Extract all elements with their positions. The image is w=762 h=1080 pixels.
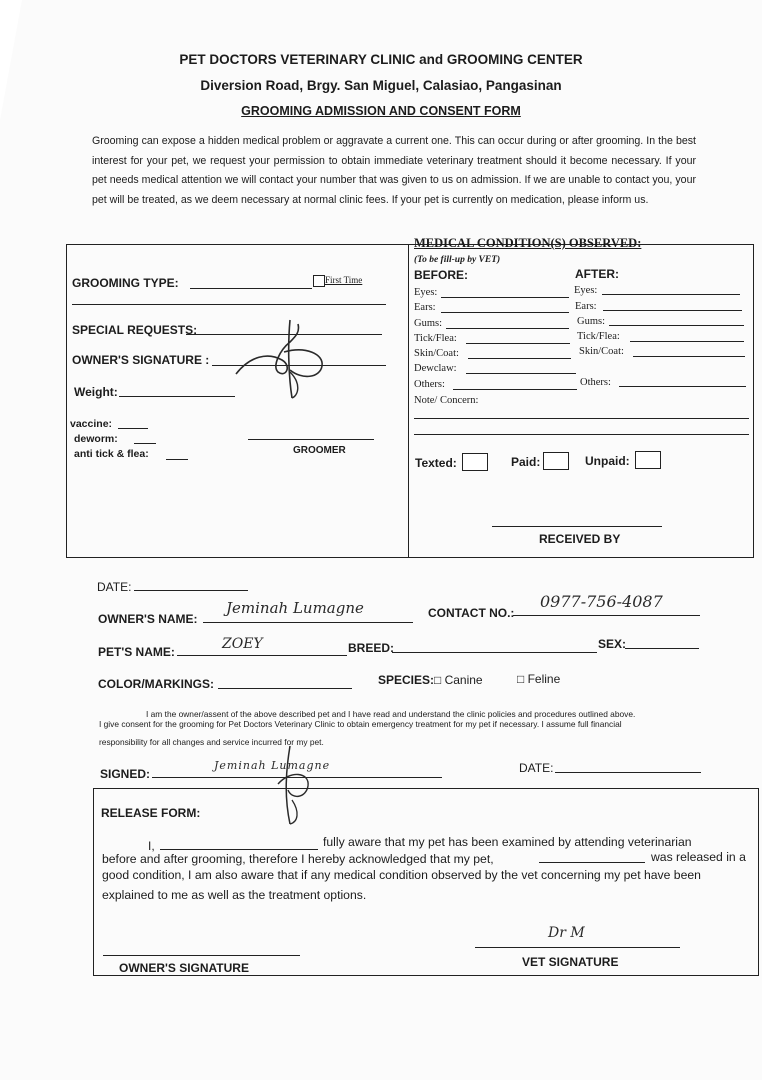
- before-eyes-label: Eyes:: [414, 287, 438, 298]
- paid-checkbox[interactable]: [543, 452, 569, 470]
- release-line-3: good condition, I am also aware that if any medical condition observed by the vet concerning my pet have been: [102, 868, 701, 882]
- release-line-2-start: before and after grooming, therefore I hereby acknowledged that my pet,: [102, 852, 494, 866]
- texted-checkbox[interactable]: [462, 453, 488, 471]
- signed-label: SIGNED:: [100, 767, 151, 781]
- after-eyes-label: Eyes:: [574, 285, 598, 296]
- feline-option[interactable]: □ Feline: [517, 672, 561, 686]
- owner-release-signature-label: OWNER'S SIGNATURE: [119, 961, 249, 975]
- date2-label: DATE:: [519, 761, 554, 775]
- before-gums-label: Gums:: [414, 318, 443, 329]
- date-field[interactable]: [134, 590, 248, 591]
- species-label: SPECIES:: [378, 673, 435, 687]
- owner-name-value: Jeminah Lumagne: [226, 599, 364, 617]
- before-skin-label: Skin/Coat:: [414, 348, 459, 359]
- unpaid-checkbox[interactable]: [635, 451, 661, 469]
- owner-name-label: OWNER'S NAME:: [98, 612, 198, 626]
- medical-title: MEDICAL CONDITION(S) OBSERVED:: [414, 236, 642, 250]
- before-gums-field[interactable]: [446, 328, 569, 329]
- sex-field[interactable]: [625, 648, 699, 649]
- before-tick-label: Tick/Flea:: [414, 333, 457, 344]
- pet-name-field[interactable]: [177, 655, 347, 656]
- texted-label: Texted:: [415, 456, 457, 470]
- clinic-name: PET DOCTORS VETERINARY CLINIC and GROOMING CENTER: [179, 52, 583, 67]
- contact-value: 0977-756-4087: [540, 592, 663, 611]
- owner-name-field[interactable]: [203, 622, 413, 623]
- after-others-label: Others:: [580, 377, 611, 388]
- date2-field[interactable]: [555, 772, 701, 773]
- before-ears-field[interactable]: [441, 312, 569, 313]
- before-ears-label: Ears:: [414, 302, 436, 313]
- after-ears-label: Ears:: [575, 301, 597, 312]
- deworm-field[interactable]: [134, 443, 156, 444]
- after-skin-label: Skin/Coat:: [579, 346, 624, 357]
- groomer-signature-field[interactable]: [248, 439, 374, 440]
- note-line-1[interactable]: [414, 418, 749, 419]
- anti-tick-field[interactable]: [166, 459, 188, 460]
- after-gums-label: Gums:: [577, 316, 606, 327]
- breed-label: BREED:: [348, 641, 395, 655]
- consent-line-2: I give consent for the grooming for Pet Doctors Veterinary Clinic to obtain emergency treatment for my pet if necessary. I assume full financial: [99, 719, 622, 729]
- grooming-type-extra-line[interactable]: [72, 304, 386, 305]
- before-label: BEFORE:: [414, 268, 468, 282]
- date-label: DATE:: [97, 580, 132, 594]
- contact-label: CONTACT NO.:: [428, 606, 515, 620]
- vaccine-label: vaccine:: [70, 418, 113, 430]
- clinic-address: Diversion Road, Brgy. San Miguel, Calasiao, Pangasinan: [200, 78, 562, 93]
- sex-label: SEX:: [598, 637, 627, 651]
- owner-release-signature-field[interactable]: [103, 955, 300, 956]
- before-skin-field[interactable]: [468, 358, 571, 359]
- after-skin-field[interactable]: [633, 356, 745, 357]
- pet-name-value: ZOEY: [222, 636, 263, 652]
- before-others-field[interactable]: [453, 389, 577, 390]
- weight-label: Weight:: [74, 385, 118, 399]
- color-markings-label: COLOR/MARKINGS:: [98, 677, 214, 691]
- color-markings-field[interactable]: [218, 688, 352, 689]
- groomer-label: GROOMER: [293, 445, 346, 456]
- grooming-type-label: GROOMING TYPE:: [72, 276, 179, 290]
- vet-signature-field[interactable]: [475, 947, 680, 948]
- consent-line-3: responsibility for all changes and service incurred for my pet.: [99, 737, 324, 747]
- paid-label: Paid:: [511, 455, 541, 469]
- after-eyes-field[interactable]: [602, 294, 740, 295]
- before-others-label: Others:: [414, 379, 445, 390]
- release-line-4: explained to me as well as the treatment options.: [102, 888, 367, 902]
- consent-line-1: I am the owner/assent of the above described pet and I have read and understand the clinic policies and procedures outlined above.: [146, 709, 636, 719]
- note-line-2[interactable]: [414, 434, 749, 435]
- after-gums-field[interactable]: [609, 325, 744, 326]
- first-time-checkbox[interactable]: [313, 275, 325, 287]
- release-line-2-end: was released in a: [651, 850, 746, 864]
- after-others-field[interactable]: [619, 386, 746, 387]
- breed-field[interactable]: [392, 652, 597, 653]
- release-name-field[interactable]: [160, 849, 318, 850]
- medical-subtitle: (To be fill-up by VET): [414, 255, 501, 265]
- unpaid-label: Unpaid:: [585, 454, 630, 468]
- first-time-label: First Time: [325, 275, 363, 285]
- vet-initials: Dr M: [548, 925, 585, 941]
- canine-option[interactable]: □ Canine: [434, 673, 483, 687]
- form-title: GROOMING ADMISSION AND CONSENT FORM: [241, 104, 521, 118]
- deworm-label: deworm:: [74, 433, 118, 445]
- before-dewclaw-field[interactable]: [466, 373, 576, 374]
- release-title: RELEASE FORM:: [101, 806, 201, 820]
- after-ears-field[interactable]: [603, 310, 742, 311]
- after-tick-label: Tick/Flea:: [577, 331, 620, 342]
- before-tick-field[interactable]: [466, 343, 570, 344]
- vaccine-field[interactable]: [118, 428, 148, 429]
- anti-tick-label: anti tick & flea:: [74, 448, 149, 460]
- release-line-1: fully aware that my pet has been examined by attending veterinarian: [323, 835, 692, 849]
- weight-field[interactable]: [119, 396, 235, 397]
- received-by-field[interactable]: [492, 526, 662, 527]
- grooming-type-field[interactable]: [190, 288, 312, 289]
- before-dewclaw-label: Dewclaw:: [414, 363, 457, 374]
- grooming-medical-box: [66, 244, 754, 558]
- special-requests-label: SPECIAL REQUESTS:: [72, 323, 198, 337]
- intro-paragraph: Grooming can expose a hidden medical problem or aggravate a current one. This can occur during or after grooming. In the best interest for your pet, we request your permission to obtain immediate veterinary treatment should it become necessary. If your pet needs medical attention we will contact your number that was given to us on admission. If we are unable to contact you, your pet will be treated, as we deem necessary at normal clinic fees. If your pet is currently on medication, please inform us.: [92, 135, 696, 206]
- box-divider: [408, 244, 409, 557]
- contact-field[interactable]: [513, 615, 700, 616]
- release-i-label: I,: [148, 839, 155, 853]
- release-pet-field[interactable]: [539, 862, 645, 863]
- after-label: AFTER:: [575, 267, 619, 281]
- after-tick-field[interactable]: [630, 341, 744, 342]
- signed-value: Jeminah Lumagne: [214, 759, 331, 772]
- owner-signature-mark: [228, 312, 338, 404]
- received-by-label: RECEIVED BY: [539, 532, 621, 546]
- vet-signature-label: VET SIGNATURE: [522, 955, 619, 969]
- owner-signature-label: OWNER'S SIGNATURE :: [72, 353, 210, 367]
- note-concern-label: Note/ Concern:: [414, 395, 479, 406]
- pet-name-label: PET'S NAME:: [98, 645, 175, 659]
- before-eyes-field[interactable]: [441, 297, 569, 298]
